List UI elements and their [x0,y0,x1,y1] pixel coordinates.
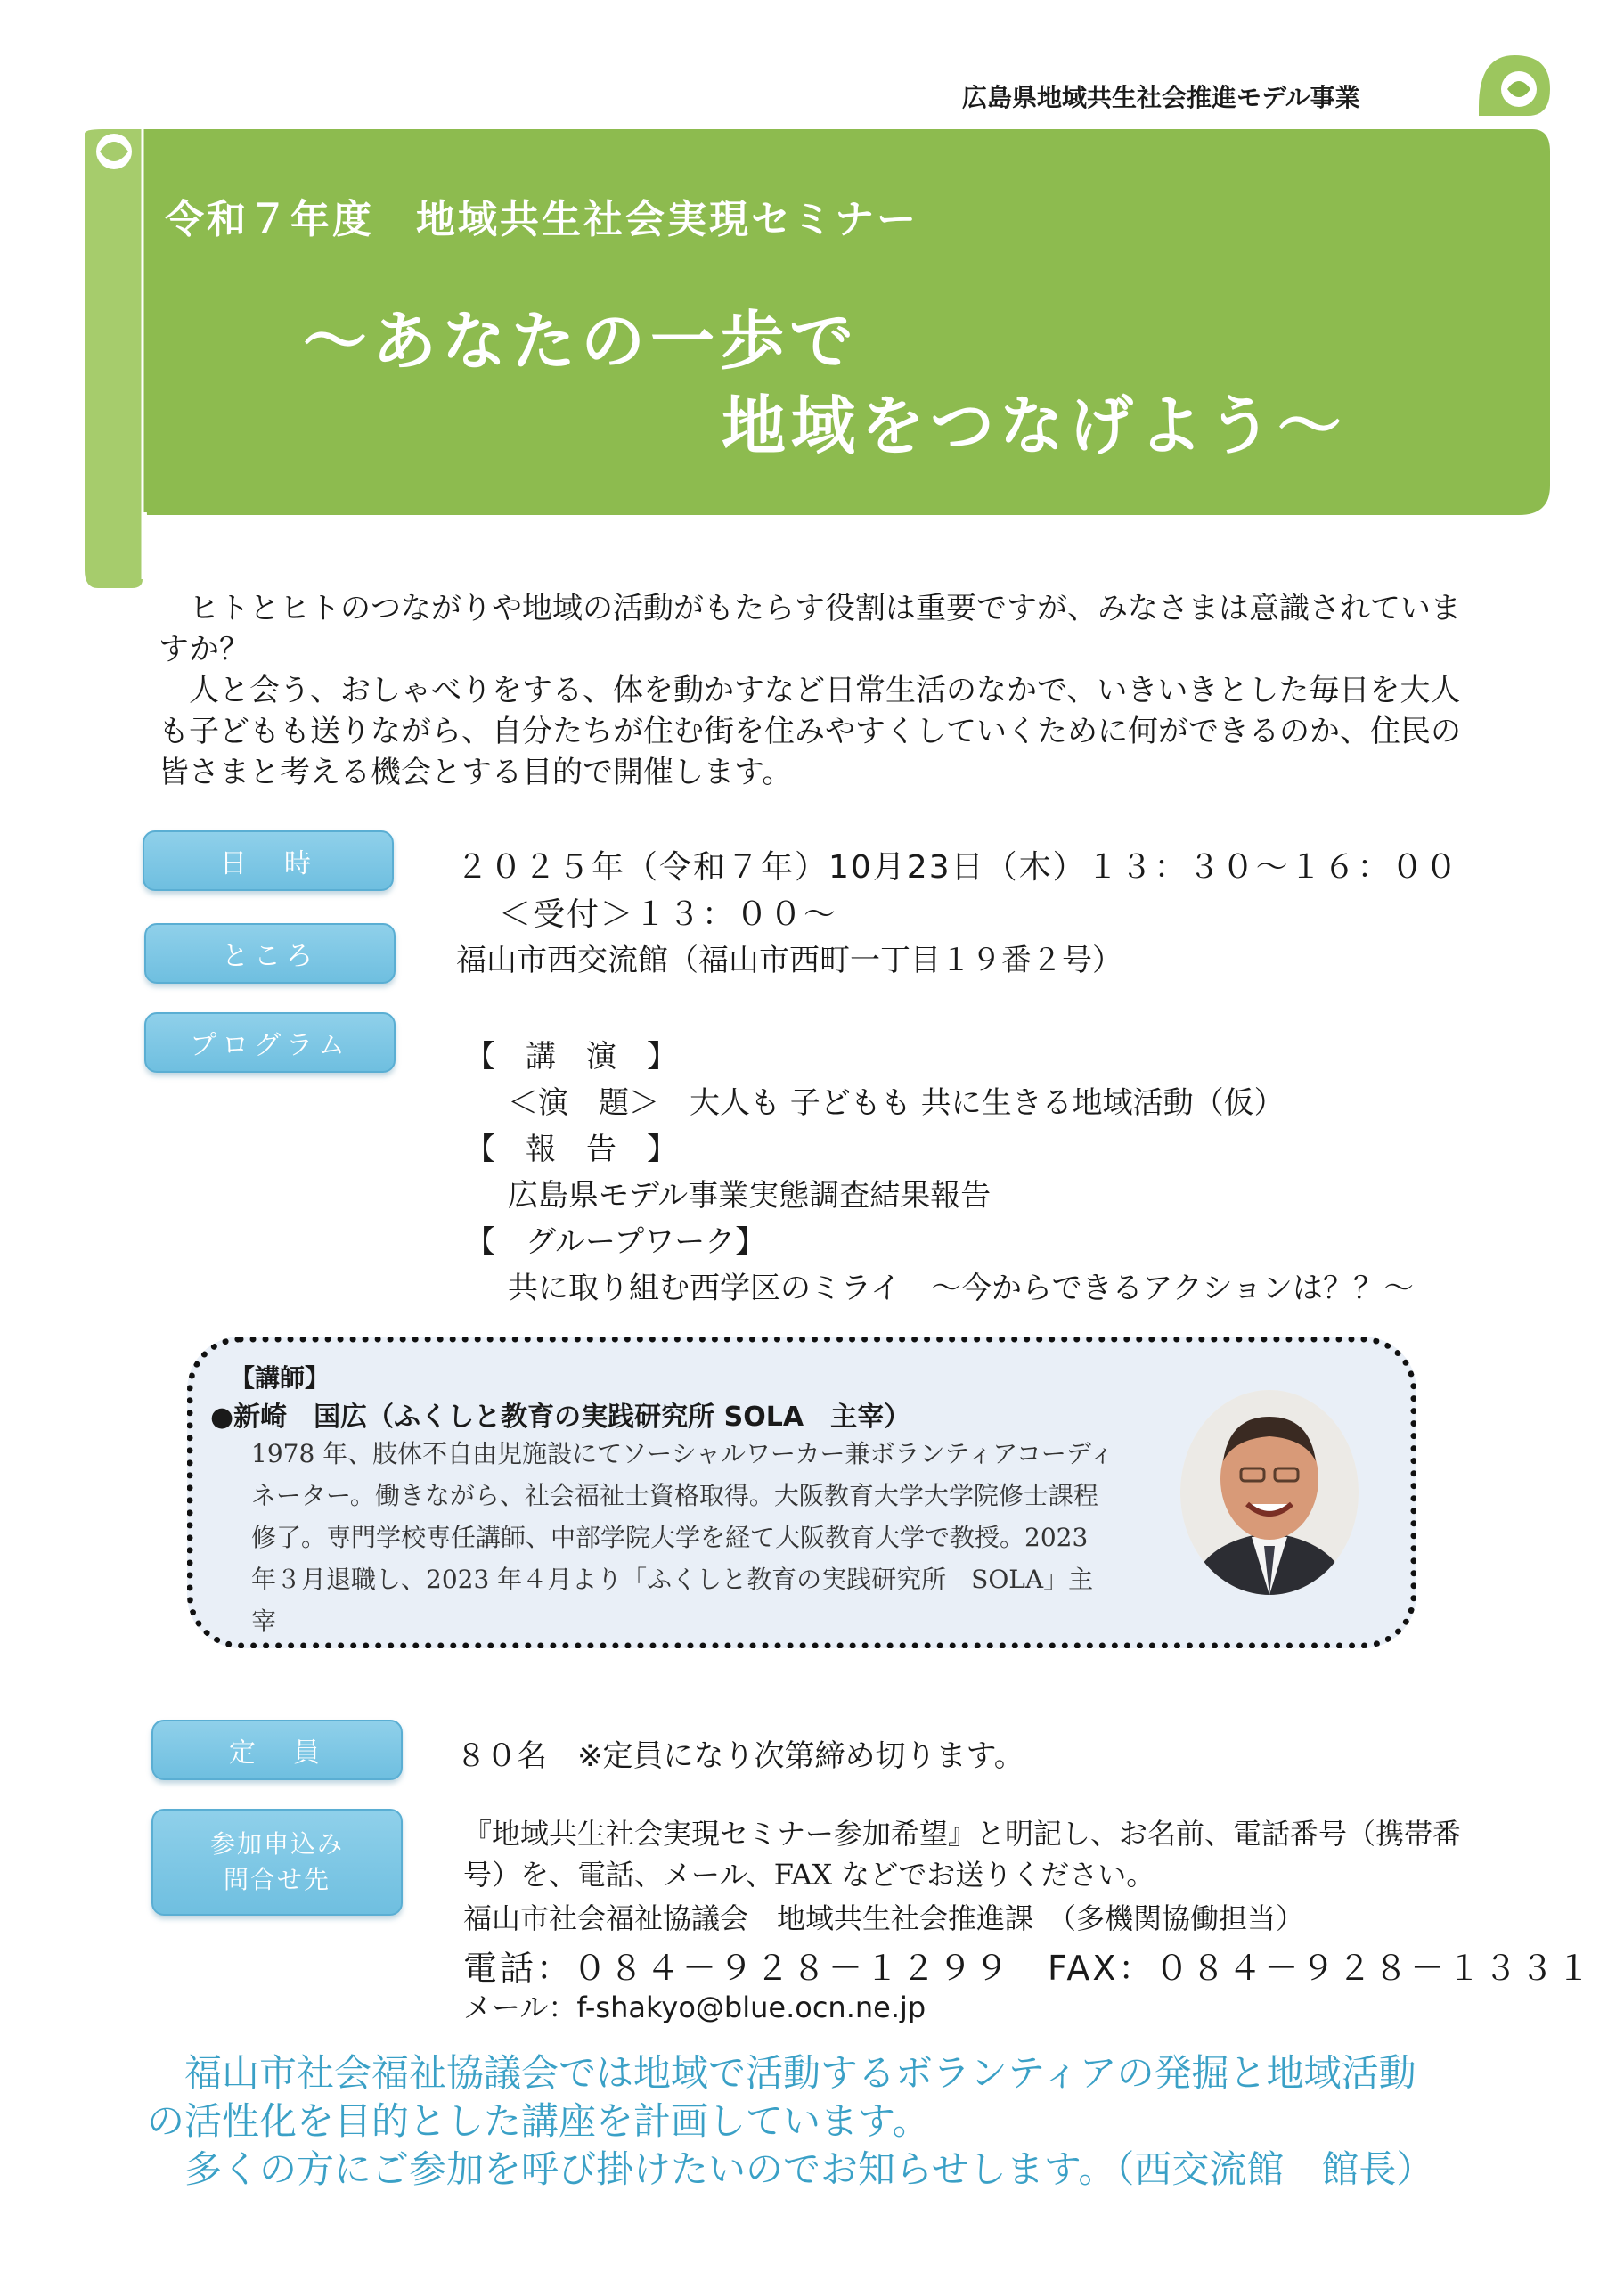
report-header: 【 報 告 】 [465,1132,677,1167]
groupwork-header: 【 グループワーク】 [465,1224,766,1260]
main-title-line2: 地域をつなげよう～ [722,388,1348,463]
seminar-title: 令和７年度 地域共生社会実現セミナー [165,197,918,242]
capacity-value: ８０名 ※定員になり次第締め切ります。 [456,1738,1024,1774]
datetime-label: 日 時 [143,830,394,891]
lecturer-photo [1180,1390,1359,1595]
intro-text [159,588,1477,793]
groupwork-value: 共に取り組む西学区のミライ ～今からできるアクションは？？～ [508,1271,1414,1306]
footer-line3: 多くの方にご参加を呼び掛けたいのでお知らせします。（西交流館 館長） [184,2147,1434,2191]
datetime-value: ２０２５年（令和７年）10月23日（木）１３：３０～１６：００ [456,849,1459,886]
lecturer-heading: 【講師】 [230,1363,331,1393]
place-label: ところ [144,923,396,984]
contact-label-line2: 問合せ先 [223,1865,331,1894]
program-label: プログラム [144,1012,396,1073]
contact-label [151,1809,403,1916]
lecture-theme: ＜演 題＞ 大人も 子どもも 共に生きる地域活動（仮） [508,1085,1285,1121]
report-value: 広島県モデル事業実態調査結果報告 [508,1178,992,1214]
contact-phone-fax: 電話：０８４－９２８－１２９９ FAX：０８４－９２８－１３３１ [463,1949,1594,1988]
lecture-header: 【 講 演 】 [465,1039,677,1075]
contact-email[interactable]: メール：f-shakyo@blue.ocn.ne.jp [463,1991,926,2024]
lecturer-bio: 1978 年、肢体不自由児施設にてソーシャルワーカー兼ボランティアコーディネーター。働きながら、社会福祉士資格取得。大阪教育大学大学院修士課程修了。専門学校専任講師、中部学院大学を経て大阪教育大学で教授。2023 年３月退職し、2023 年４月より「ふくしと教育の実践研究所 SOLA」主宰 [251,1439,1114,1636]
capacity-label: 定 員 [151,1720,403,1780]
contact-label-line1: 参加申込み [209,1829,344,1859]
intro-paragraph-2: 人と会う、おしゃべりをする、体を動かすなど日常生活のなかで、いきいきとした毎日を大人も子どもも送りながら、自分たちが住む街を住みやすくしていくために何ができるのか、住民の皆さまと考える機会とする目的で開催します。 [159,673,1461,790]
lecturer-name: ●新崎 国広（ふくしと教育の実践研究所 SOLA 主宰） [210,1402,911,1433]
organization-label: 広島県地域共生社会推進モデル事業 [962,83,1360,112]
reception-time: ＜受付＞１３：００～ [499,896,838,933]
intro-paragraph-1: ヒトとヒトのつながりや地域の活動がもたらす役割は重要ですが、みなさまは意識されていますか？ [159,591,1461,667]
footer-line1: 福山市社会福祉協議会では地域で活動するボランティアの発掘と地域活動 [184,2051,1416,2095]
place-value: 福山市西交流館（福山市西町一丁目１９番２号） [456,943,1122,978]
apply-instructions: 『地域共生社会実現セミナー参加希望』と明記し、お名前、電話番号（携帯番号）を、電話、メール、FAX などでお送りください。 [463,1817,1462,1892]
main-title-line1: ～あなたの一歩で [303,303,860,379]
footer-message [147,2049,1537,2194]
contact-organization: 福山市社会福祉協議会 地域共生社会推進課 （多機関協働担当） [463,1901,1305,1935]
footer-line2: の活性化を目的とした講座を計画しています。 [147,2099,930,2143]
